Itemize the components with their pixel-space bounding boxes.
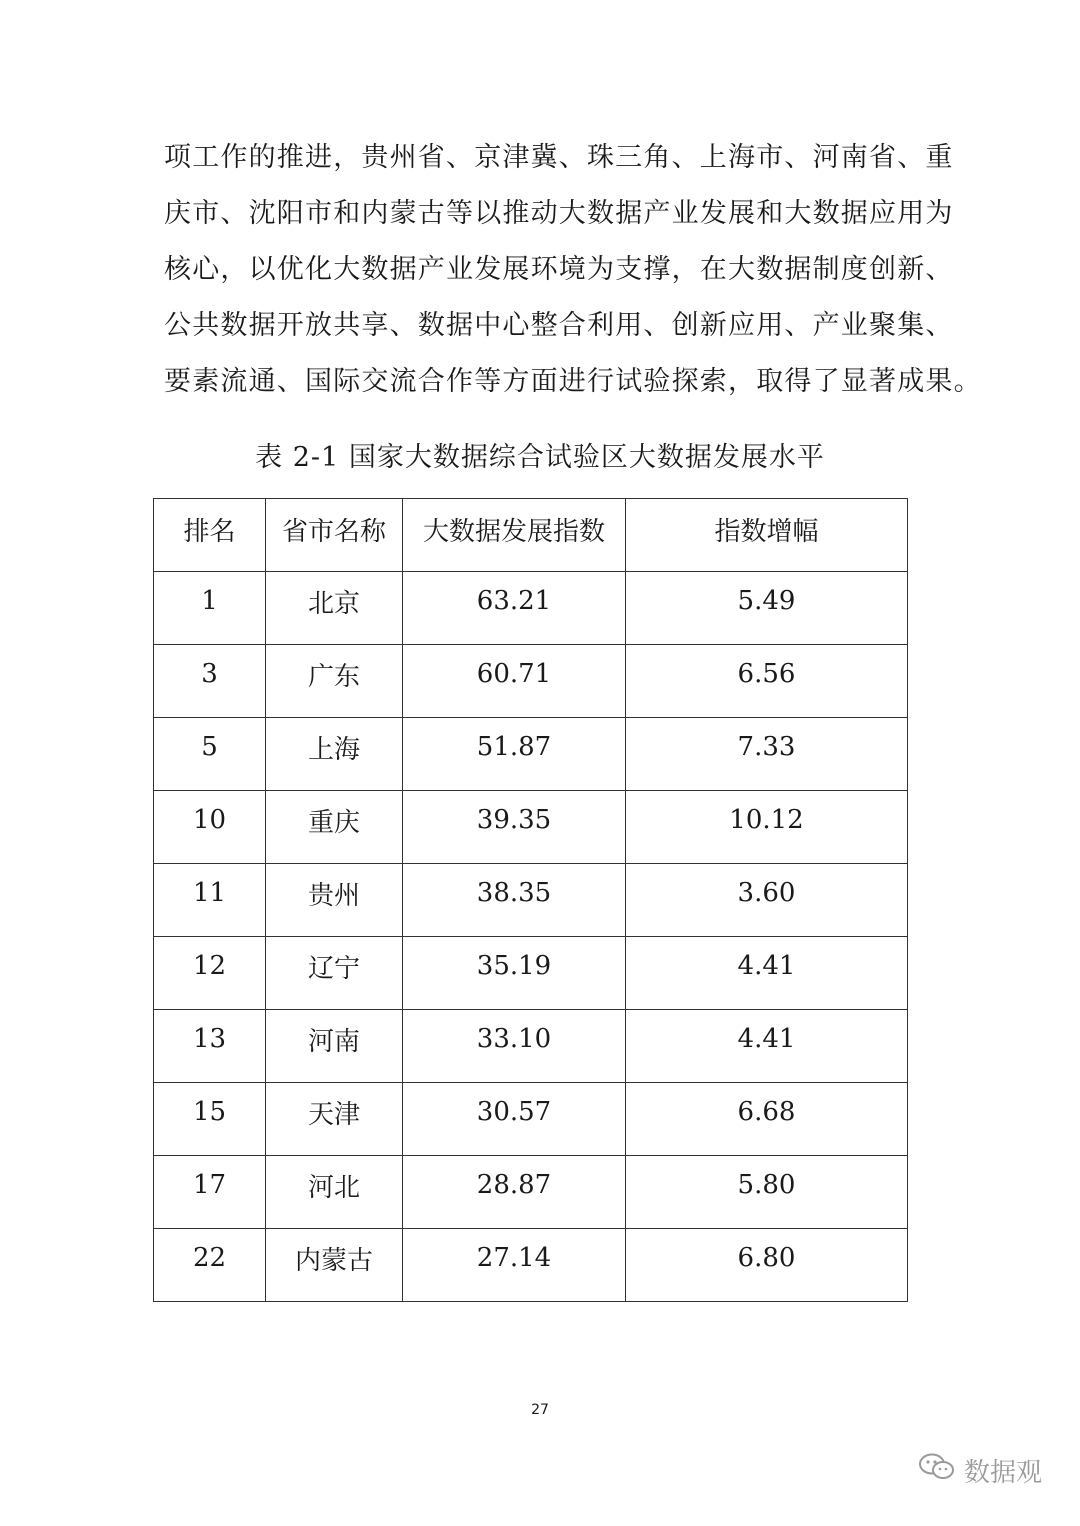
cell-growth: 7.33 bbox=[626, 718, 908, 791]
header-rank: 排名 bbox=[154, 499, 266, 572]
wechat-icon bbox=[918, 1452, 956, 1489]
header-growth: 指数增幅 bbox=[626, 499, 908, 572]
paragraph-line: 公共数据开放共享、数据中心整合利用、创新应用、产业聚集、 bbox=[164, 310, 954, 341]
table-header-row bbox=[154, 499, 908, 572]
body-paragraph bbox=[164, 130, 982, 410]
cell-growth: 4.41 bbox=[626, 937, 908, 1010]
cell-growth: 6.56 bbox=[626, 645, 908, 718]
watermark-text: 数据观 bbox=[963, 1458, 1042, 1488]
cell-growth: 5.80 bbox=[626, 1156, 908, 1229]
cell-growth: 5.49 bbox=[626, 572, 908, 645]
paragraph-line: 核心，以优化大数据产业发展环境为支撑，在大数据制度创新、 bbox=[164, 254, 954, 285]
cell-rank: 15 bbox=[154, 1083, 266, 1156]
cell-index: 39.35 bbox=[403, 791, 626, 864]
table-row bbox=[154, 937, 908, 1010]
cell-growth: 4.41 bbox=[626, 1010, 908, 1083]
paragraph-line: 庆市、沈阳市和内蒙古等以推动大数据产业发展和大数据应用为 bbox=[164, 198, 954, 229]
cell-rank: 1 bbox=[154, 572, 266, 645]
cell-rank: 11 bbox=[154, 864, 266, 937]
development-index-table bbox=[153, 498, 908, 1302]
cell-rank: 10 bbox=[154, 791, 266, 864]
table-row bbox=[154, 1229, 908, 1302]
cell-index: 33.10 bbox=[403, 1010, 626, 1083]
cell-province: 天津 bbox=[266, 1083, 403, 1156]
paragraph-line: 要素流通、国际交流合作等方面进行试验探索，取得了显著成果。 bbox=[164, 366, 982, 397]
cell-province: 广东 bbox=[266, 645, 403, 718]
cell-province: 内蒙古 bbox=[266, 1229, 403, 1302]
table-row bbox=[154, 645, 908, 718]
cell-growth: 6.80 bbox=[626, 1229, 908, 1302]
cell-rank: 12 bbox=[154, 937, 266, 1010]
header-index: 大数据发展指数 bbox=[403, 499, 626, 572]
table-caption: 表 2-1 国家大数据综合试验区大数据发展水平 bbox=[255, 442, 825, 473]
cell-index: 38.35 bbox=[403, 864, 626, 937]
table-row bbox=[154, 572, 908, 645]
cell-province: 河南 bbox=[266, 1010, 403, 1083]
table-row bbox=[154, 864, 908, 937]
header-province: 省市名称 bbox=[266, 499, 403, 572]
paragraph-line: 项工作的推进，贵州省、京津冀、珠三角、上海市、河南省、重 bbox=[164, 142, 954, 173]
cell-rank: 3 bbox=[154, 645, 266, 718]
cell-growth: 6.68 bbox=[626, 1083, 908, 1156]
table-row bbox=[154, 1010, 908, 1083]
table-row bbox=[154, 1083, 908, 1156]
cell-growth: 10.12 bbox=[626, 791, 908, 864]
watermark bbox=[918, 1452, 1042, 1489]
cell-rank: 13 bbox=[154, 1010, 266, 1083]
cell-province: 贵州 bbox=[266, 864, 403, 937]
cell-growth: 3.60 bbox=[626, 864, 908, 937]
cell-province: 上海 bbox=[266, 718, 403, 791]
table-row bbox=[154, 1156, 908, 1229]
table-row bbox=[154, 791, 908, 864]
cell-rank: 5 bbox=[154, 718, 266, 791]
cell-rank: 22 bbox=[154, 1229, 266, 1302]
cell-rank: 17 bbox=[154, 1156, 266, 1229]
cell-province: 辽宁 bbox=[266, 937, 403, 1010]
cell-index: 51.87 bbox=[403, 718, 626, 791]
page-number: 27 bbox=[531, 1402, 549, 1418]
cell-index: 35.19 bbox=[403, 937, 626, 1010]
table-row bbox=[154, 718, 908, 791]
cell-index: 63.21 bbox=[403, 572, 626, 645]
cell-province: 河北 bbox=[266, 1156, 403, 1229]
cell-index: 60.71 bbox=[403, 645, 626, 718]
cell-province: 北京 bbox=[266, 572, 403, 645]
cell-index: 28.87 bbox=[403, 1156, 626, 1229]
cell-index: 27.14 bbox=[403, 1229, 626, 1302]
cell-province: 重庆 bbox=[266, 791, 403, 864]
cell-index: 30.57 bbox=[403, 1083, 626, 1156]
